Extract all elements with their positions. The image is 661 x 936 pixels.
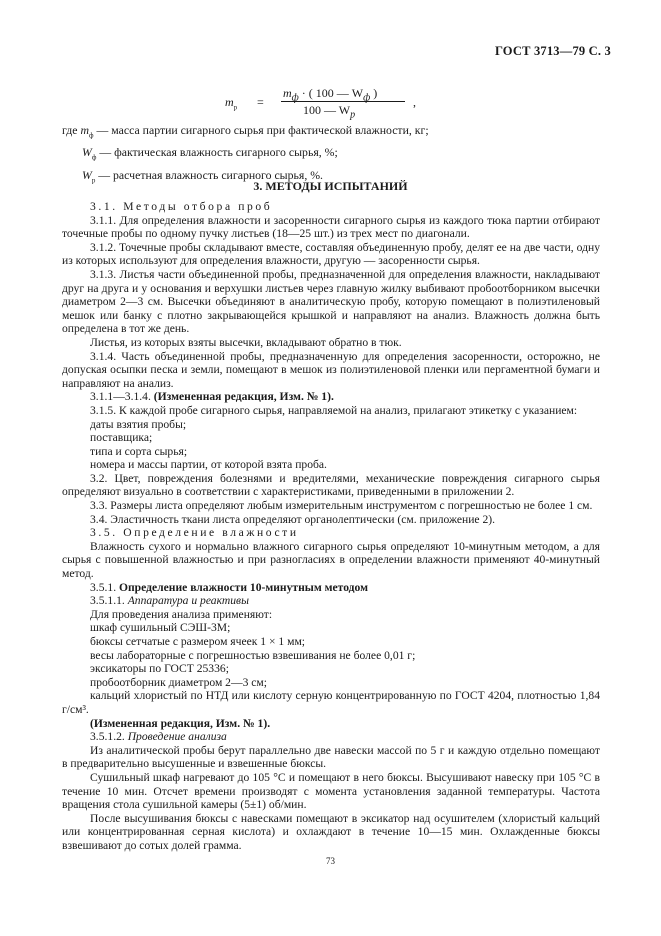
formula-comma: ,	[413, 95, 416, 109]
section-title: 3. МЕТОДЫ ИСПЫТАНИЙ	[253, 179, 408, 193]
list-item: номера и массы партии, от которой взята проба.	[90, 458, 327, 472]
page-number: 73	[326, 856, 335, 866]
list-item: весы лабораторные с погрешностью взвешивания не более 0,01 г;	[90, 648, 416, 662]
paragraph: 3.1. Методы отбора проб	[90, 200, 273, 213]
paragraph: 3.1.2. Точечные пробы складывают вместе, составляя объединенную пробу, делят ее на две части, одну из которых используют для определения влажности, другую — засоренности сырья.	[62, 240, 600, 268]
list-item: кальций хлористый по НТД или кислоту серную концентрированную по ГОСТ 4204, плотностью 1,84 г/см³.	[62, 689, 600, 716]
list-item: эксикаторы по ГОСТ 25336;	[90, 662, 229, 676]
paragraph: (Измененная редакция, Изм. № 1).	[90, 716, 271, 730]
paragraph: Листья, из которых взяты высечки, вкладывают обратно в тюк.	[90, 335, 402, 349]
formula-lhs: $m_р$	[225, 95, 238, 112]
definition-row: $W_р$ — расчетная влажность сигарного сырья, %.	[82, 167, 323, 185]
list-item: бюксы сетчатые с размером ячеек 1 × 1 мм;	[90, 635, 306, 648]
list-item: даты взятия пробы;	[90, 417, 187, 431]
paragraph: Сушильный шкаф нагревают до 105 °С и помещают в него бюксы. Высушивают навеску при 105 °С в течение 10 мин. Отсчет времени производят с момента установления заданной температуры. Частота вращения стола сушильной камеры (5±1) об/мин.	[62, 770, 600, 812]
paragraph: 3.5. Определение влажности	[90, 526, 299, 540]
paragraph: 3.5.1.1. Аппаратура и реактивы	[90, 594, 249, 608]
paragraph: 3.4. Эластичность ткани листа определяют органолептически (см. приложение 2).	[90, 512, 495, 526]
paragraph: 3.2. Цвет, повреждения болезнями и вредителями, механические повреждения сигарного сырья определяют визуально в соответствии с характеристиками, приведенными в приложении 2.	[62, 471, 600, 499]
paragraph: 3.1.1. Для определения влажности и засоренности сигарного сырья из каждого тюка партии отбирают точечные пробы по одному пучку листьев (18—25 шт.) из трех мест по диагонали.	[62, 213, 600, 241]
paragraph: Для проведения анализа применяют:	[90, 607, 273, 621]
paragraph: Из аналитической пробы берут параллельно две навески массой по 5 г и каждую отдельно помещают в предварительно высушенные и взвешенные бюксы.	[62, 743, 600, 771]
definition-row: $W_ф$ — фактическая влажность сигарного сырья, %;	[82, 145, 338, 162]
page-header: ГОСТ 3713—79 С. 3	[494, 44, 611, 58]
list-item: поставщика;	[90, 431, 153, 445]
list-item: типа и сорта сырья;	[90, 444, 188, 458]
paragraph: После высушивания бюксы с навесками помещают в эксикатор над осушителем (хлористый кальций или концентрированная серная кислота) и охлаждают в течение 10—15 мин. Охлажденные бюксы взвешивают до сотых долей грамма.	[62, 811, 600, 852]
paragraph: 3.1.1—3.1.4. (Измененная редакция, Изм. № 1).	[90, 390, 334, 404]
formula-denominator: 100 — $W_р$	[303, 103, 356, 121]
paragraph: 3.1.3. Листья части объединенной пробы, предназначенной для определения влажности, накладывают друг на друга и у основания и верхушки листьев через главную жилку выбивают пробоотборником высечки диаметром 2—3 см. Высечки объединяют в аналитическую пробу, которую помещают в полиэтиленовый мешок или банку с плотно закрывающейся крышкой и направляют на анализ. Влажность должна быть определена в тот же день.	[62, 267, 600, 336]
paragraph: 3.1.4. Часть объединенной пробы, предназначенную для определения засоренности, осторожно, не допуская осыпки песка и земли, помещают в мешок из полиэтиленовой пленки или пергаментной бумаги и направляют на анализ.	[62, 349, 600, 390]
paragraph: Влажность сухого и нормально влажного сигарного сырья определяют 10-минутным методом, а для сырья с повышенной влажностью и при разногласиях в определении влажности применяют 40-минутный метод.	[62, 539, 600, 581]
document-body	[62, 200, 600, 853]
formula	[225, 86, 425, 121]
formula-equals: =	[257, 95, 264, 109]
fraction-bar	[281, 101, 405, 102]
paragraph: 3.3. Размеры листа определяют любым измерительным инструментом с погрешностью не более 1 см.	[90, 499, 593, 513]
list-item: пробоотборник диаметром 2—3 см;	[90, 675, 267, 689]
paragraph: 3.5.1. Определение влажности 10-минутным методом	[90, 580, 369, 594]
list-item: шкаф сушильный СЭШ-3М;	[90, 621, 231, 635]
formula-numerator: $m_ф$ · ( 100 — $W_ф$ )	[283, 86, 378, 104]
paragraph: 3.5.1.2. Проведение анализа	[90, 730, 227, 744]
definition-row: где $m_ф$ — масса партии сигарного сырья при фактической влажности, кг;	[62, 123, 429, 140]
paragraph: 3.1.5. К каждой пробе сигарного сырья, направляемой на анализ, прилагают этикетку с указанием:	[90, 403, 578, 417]
